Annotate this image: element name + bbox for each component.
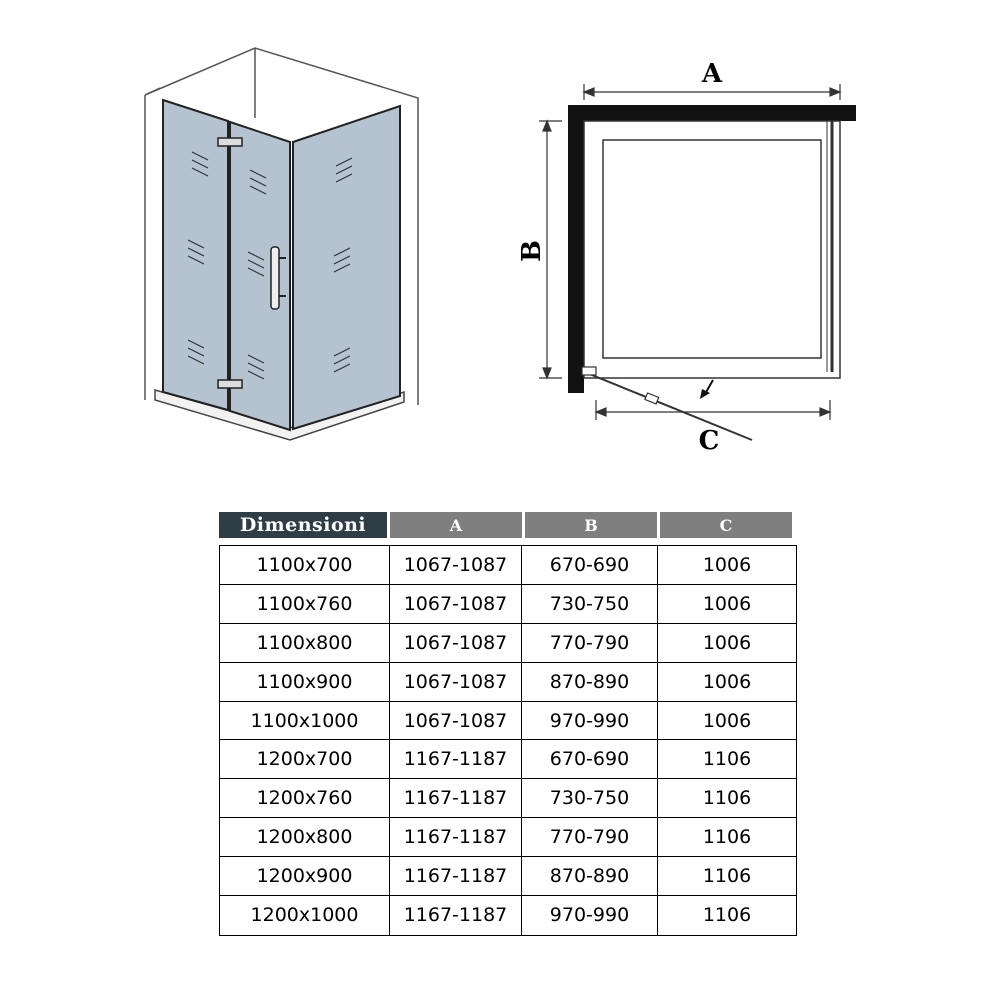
header-a: A [390, 512, 522, 538]
table-row [220, 663, 796, 702]
cell-c: 1106 [702, 826, 752, 849]
label-c: C [698, 426, 720, 456]
header-b: B [525, 512, 657, 538]
table-row [220, 740, 796, 779]
label-b: B [517, 240, 547, 262]
cell-c: 1106 [702, 904, 752, 927]
dimension-c [596, 400, 830, 420]
cell-a: 1167-1187 [390, 818, 522, 856]
cell-dimension: 1200x1000 [220, 896, 390, 935]
header-c: C [660, 512, 792, 538]
cell-c: 1106 [702, 787, 752, 810]
cell-b: 730-750 [522, 585, 658, 623]
cell-a: 1167-1187 [390, 779, 522, 817]
door-swing-line [587, 373, 752, 440]
cell-dimension: 1200x760 [220, 779, 390, 817]
cell-c: 1006 [702, 709, 752, 732]
table-row [220, 585, 796, 624]
header-dimensioni: Dimensioni [219, 512, 387, 538]
cell-dimension: 1100x900 [220, 663, 390, 701]
table-row [220, 546, 796, 585]
cell-b: 970-990 [522, 702, 658, 740]
cell-a: 1167-1187 [390, 740, 522, 778]
cell-b: 730-750 [522, 779, 658, 817]
cell-a: 1167-1187 [390, 896, 522, 935]
cell-a: 1067-1087 [390, 663, 522, 701]
cell-b: 670-690 [522, 740, 658, 778]
cell-b: 770-790 [522, 818, 658, 856]
dimensions-table [219, 545, 797, 936]
cell-c: 1106 [702, 748, 752, 771]
cell-a: 1067-1087 [390, 702, 522, 740]
cell-c: 1006 [702, 592, 752, 615]
cell-b: 970-990 [522, 896, 658, 935]
cell-b: 870-890 [522, 663, 658, 701]
cell-b: 670-690 [522, 546, 658, 584]
tray-inner [603, 140, 821, 358]
cell-c: 1006 [702, 553, 752, 576]
tray-outline [584, 121, 840, 378]
wall-left [568, 105, 584, 393]
table-row [220, 857, 796, 896]
cell-a: 1067-1087 [390, 585, 522, 623]
cell-b: 870-890 [522, 857, 658, 895]
label-a: A [701, 59, 723, 89]
cell-dimension: 1200x900 [220, 857, 390, 895]
cell-a: 1067-1087 [390, 624, 522, 662]
cell-b: 770-790 [522, 624, 658, 662]
cell-dimension: 1100x700 [220, 546, 390, 584]
table-row [220, 779, 796, 818]
cell-c: 1006 [702, 670, 752, 693]
cell-dimension: 1100x800 [220, 624, 390, 662]
cell-c: 1106 [702, 865, 752, 888]
cell-dimension: 1100x1000 [220, 702, 390, 740]
cell-dimension: 1100x760 [220, 585, 390, 623]
table-row [220, 818, 796, 857]
cell-c: 1006 [702, 631, 752, 654]
cell-a: 1067-1087 [390, 546, 522, 584]
cell-a: 1167-1187 [390, 857, 522, 895]
table-row [220, 624, 796, 663]
table-row [220, 896, 796, 935]
wall-top [568, 105, 856, 121]
table-row [220, 702, 796, 741]
swing-arrow-icon [700, 380, 713, 399]
cell-dimension: 1200x700 [220, 740, 390, 778]
cell-dimension: 1200x800 [220, 818, 390, 856]
